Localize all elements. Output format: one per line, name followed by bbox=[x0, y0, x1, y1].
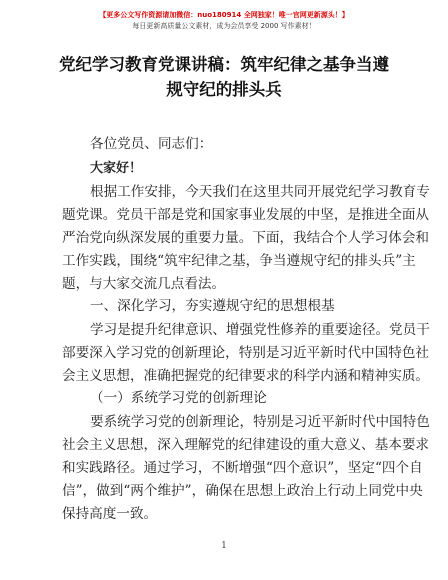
promo-banner-line-2: 每日更新高质量公文素材，成为会员享受 2000 写作素材！ bbox=[132, 22, 316, 30]
greeting: 大家好！ bbox=[90, 161, 143, 176]
document-title-line-1: 党纪学习教育党课讲稿：筑牢纪律之基争当遵 bbox=[59, 55, 389, 74]
paragraph-line: 信”，做到“两个维护”，确保在思想上政治上行动上同党中央 bbox=[62, 483, 423, 499]
promo-banner-line-1: 【更多公文写作资源请加微信：nuo180914 全网独家！唯一官网更新源头！】 bbox=[99, 11, 349, 19]
paragraph-line: 工作实践，围绕“筑牢纪律之基，争当遵规守纪的排头兵”主 bbox=[62, 253, 416, 269]
page-number: 1 bbox=[221, 541, 227, 551]
paragraph-line: 根据工作安排，今天我们在这里共同开展党纪学习教育专 bbox=[90, 184, 430, 200]
paragraph-line: 严治党向纵深发展的重要力量。下面，我结合个人学习体会和 bbox=[62, 230, 430, 246]
paragraph-line: 学习是提升纪律意识、增强党性修养的重要途径。党员干 bbox=[90, 322, 430, 338]
paragraph-line: 要系统学习党的创新理论，特别是习近平新时代中国特色 bbox=[90, 414, 430, 430]
section-1-paragraph bbox=[62, 319, 430, 388]
paragraph-line: 题党课。党员干部是党和国家事业发展的中坚，是推进全面从 bbox=[62, 207, 430, 223]
document-title-line-2: 规守纪的排头兵 bbox=[166, 80, 282, 99]
paragraph-line: 会主义思想，准确把握党的纪律要求的科学内涵和精神实质。 bbox=[62, 368, 430, 384]
intro-paragraph bbox=[62, 181, 430, 296]
paragraph-line: 题，与大家交流几点看法。 bbox=[62, 276, 226, 292]
salutation: 各位党员、同志们： bbox=[90, 136, 213, 152]
document-title bbox=[40, 52, 408, 102]
paragraph-line: 部要深入学习党的创新理论，特别是习近平新时代中国特色社 bbox=[62, 345, 430, 361]
section-heading-1: 一、深化学习，夯实遵规守纪的思想根基 bbox=[90, 298, 335, 314]
subsection-1-paragraph bbox=[62, 411, 430, 526]
paragraph-line: 和实践路径。通过学习，不断增强“四个意识”，坚定“四个自 bbox=[62, 460, 423, 476]
paragraph-line: 保持高度一致。 bbox=[62, 506, 158, 522]
subsection-heading-1: （一）系统学习党的创新理论 bbox=[90, 390, 267, 406]
paragraph-line: 社会主义思想，深入理解党的纪律建设的重大意义、基本要求 bbox=[62, 437, 430, 453]
